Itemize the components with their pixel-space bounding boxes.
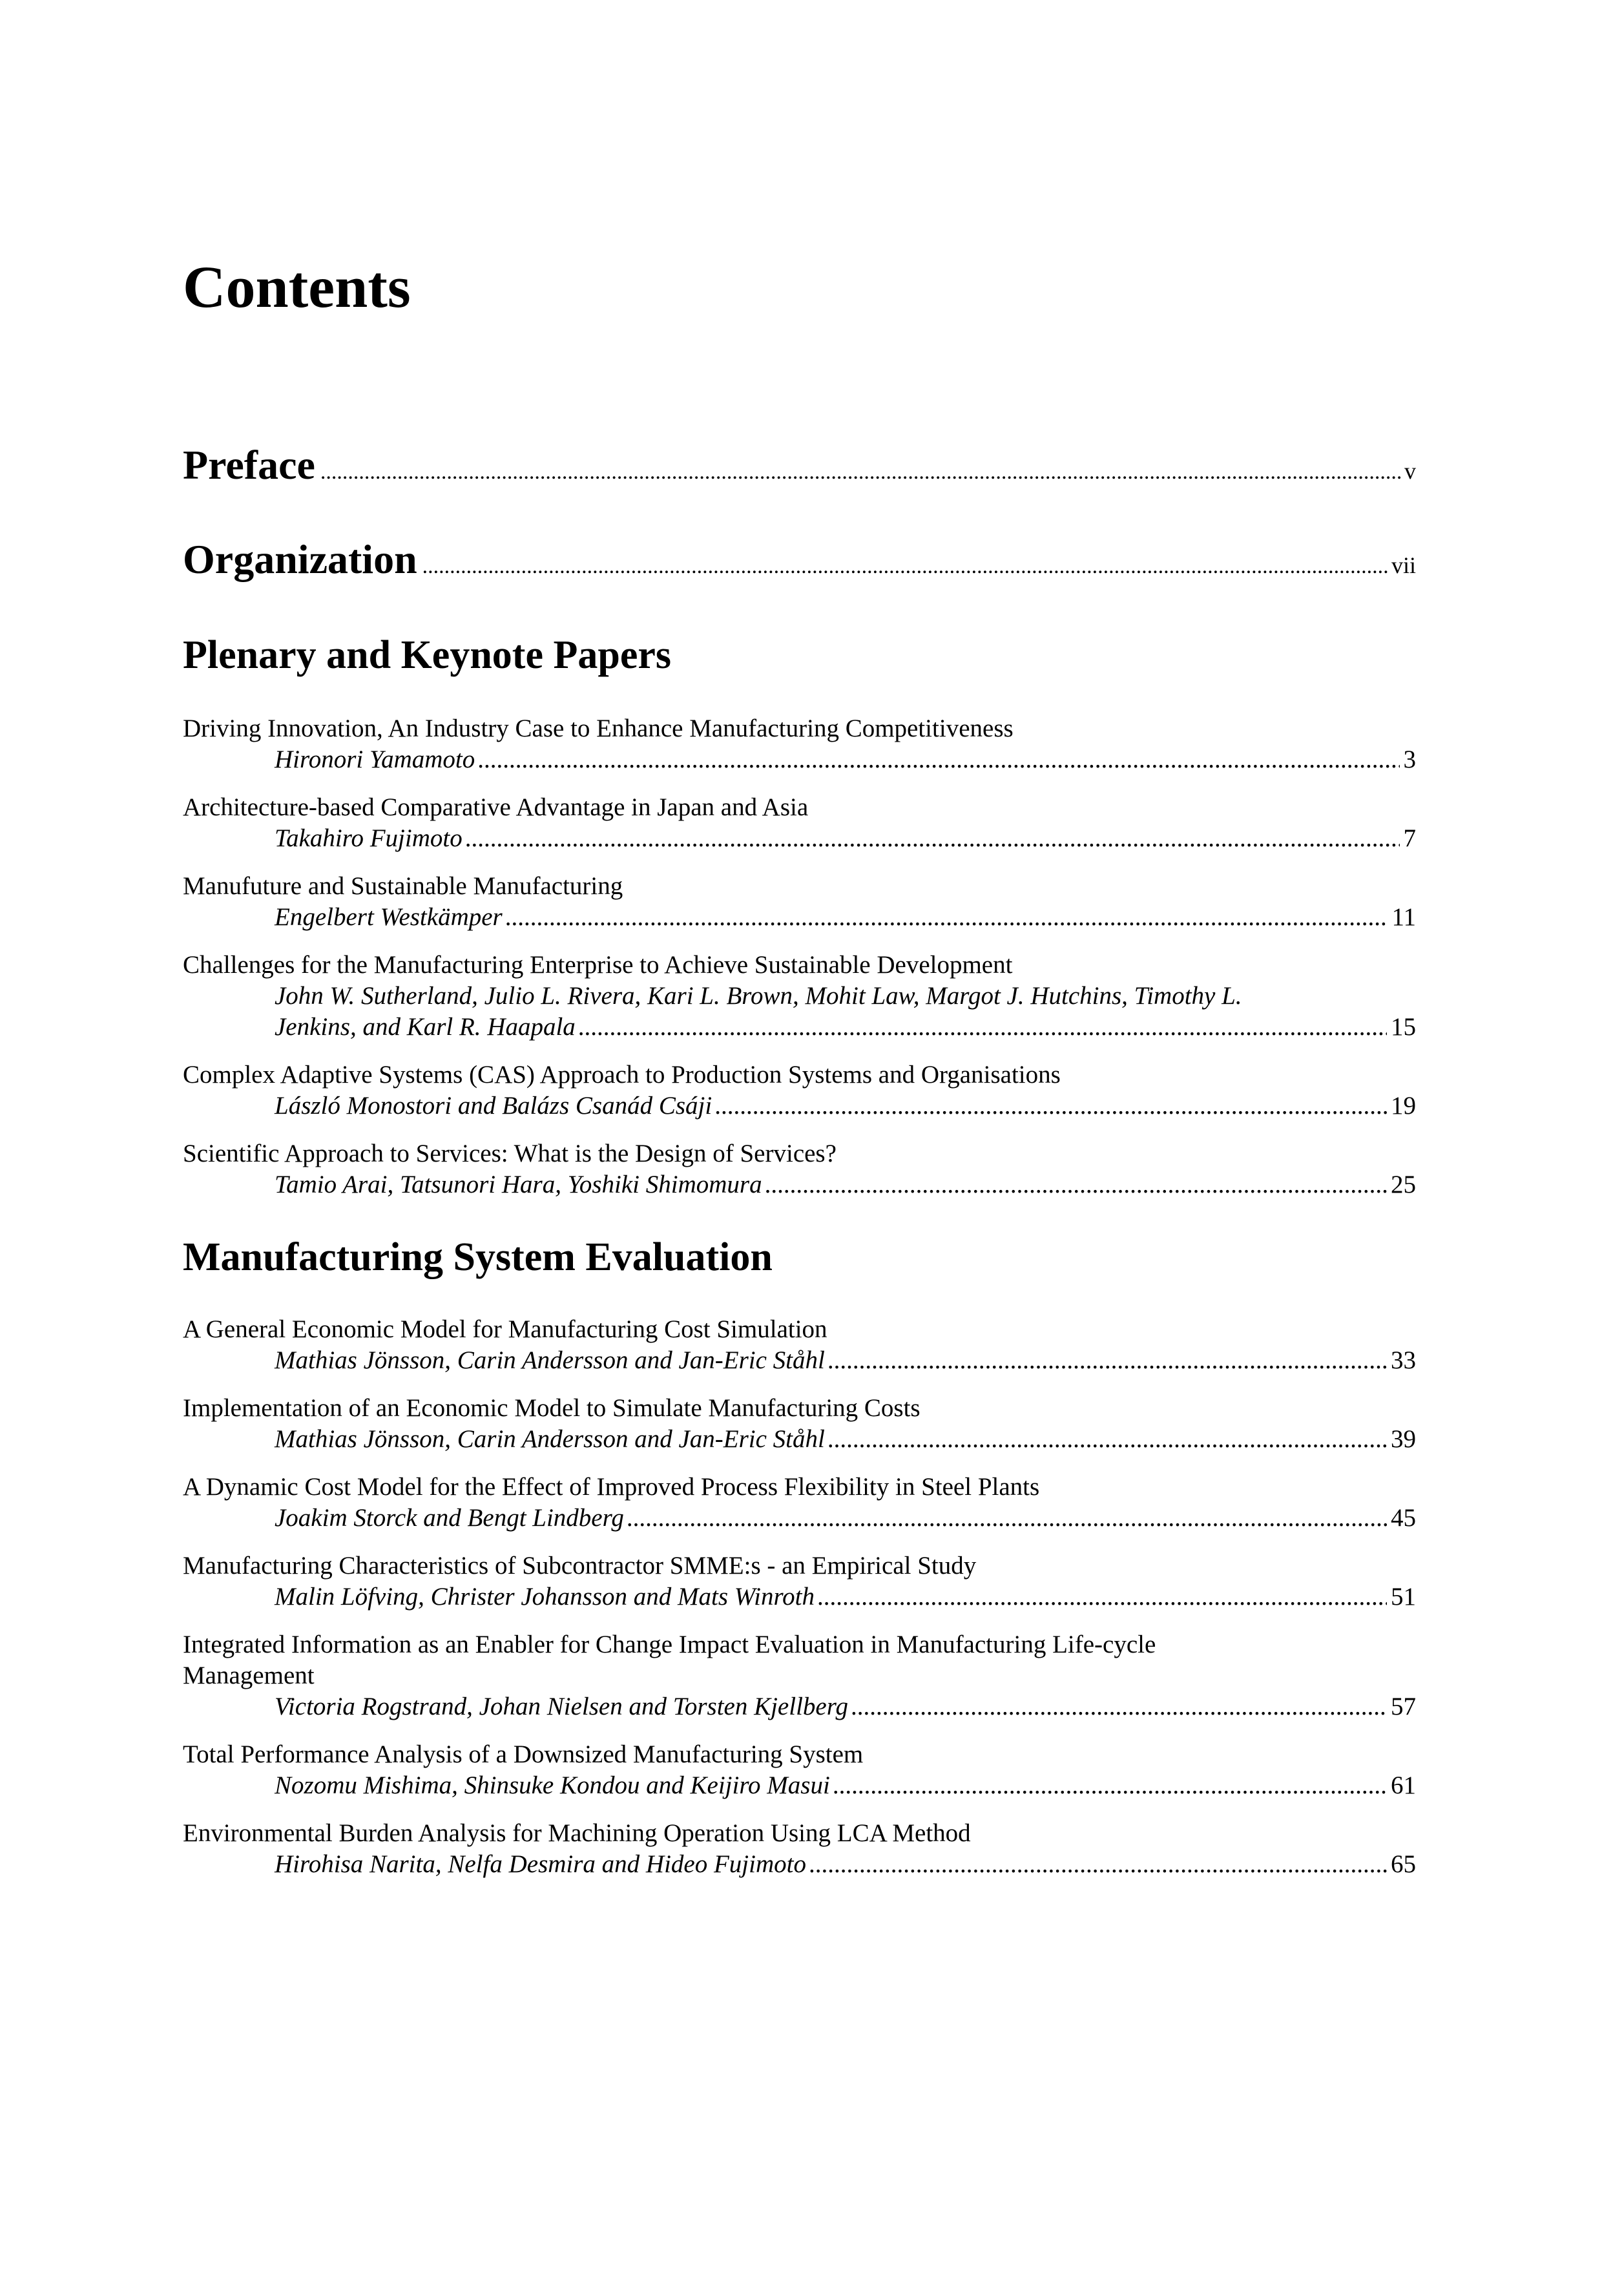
toc-entry[interactable] xyxy=(183,1739,1416,1801)
page-number: 3 xyxy=(1403,746,1416,773)
page-number: v xyxy=(1404,458,1416,484)
dot-leader xyxy=(627,1503,1387,1534)
page-number: 51 xyxy=(1391,1583,1416,1611)
dot-leader xyxy=(851,1691,1387,1722)
entry-authors: Victoria Rogstrand, Johan Nielsen and Torsten Kjellberg xyxy=(275,1693,848,1720)
dot-leader xyxy=(477,744,1399,775)
dot-leader xyxy=(827,1424,1387,1455)
section-heading: Manufacturing System Evaluation xyxy=(183,1235,773,1279)
dot-leader xyxy=(817,1581,1387,1612)
entry-title-line1: Integrated Information as an Enabler for Change Impact Evaluation in Manufacturing Life-cycle xyxy=(183,1631,1156,1658)
dot-leader xyxy=(765,1169,1387,1200)
page-title: Contents xyxy=(183,254,411,320)
toc-entry[interactable] xyxy=(183,1314,1416,1376)
toc-entry-preface[interactable] xyxy=(183,444,1416,486)
dot-leader xyxy=(465,823,1400,854)
entry-authors: Hirohisa Narita, Nelfa Desmira and Hideo Fujimoto xyxy=(275,1850,806,1878)
page-number: 19 xyxy=(1391,1092,1416,1120)
toc-entry[interactable] xyxy=(183,792,1416,854)
toc-entry-organization[interactable] xyxy=(183,536,1416,582)
toc-entry[interactable] xyxy=(183,1138,1416,1200)
entry-authors: Malin Löfving, Christer Johansson and Mats Winroth xyxy=(275,1583,815,1611)
toc-entry[interactable] xyxy=(183,1550,1416,1612)
entry-authors: Jenkins, and Karl R. Haapala xyxy=(275,1013,576,1041)
dot-leader xyxy=(833,1770,1387,1801)
page-number: 7 xyxy=(1403,824,1416,852)
section-heading: Plenary and Keynote Papers xyxy=(183,633,671,677)
toc-entry[interactable] xyxy=(183,1818,1416,1880)
dot-leader xyxy=(422,556,1388,578)
entry-authors: Mathias Jönsson, Carin Andersson and Jan-Eric Ståhl xyxy=(275,1425,825,1453)
entry-title-line2: Management xyxy=(183,1662,315,1689)
entry-title: Total Performance Analysis of a Downsized Manufacturing System xyxy=(183,1740,864,1768)
toc-entry[interactable] xyxy=(183,1629,1416,1722)
entry-title: Challenges for the Manufacturing Enterprise to Achieve Sustainable Development xyxy=(183,951,1013,979)
page-number: 11 xyxy=(1391,903,1416,931)
entry-title: Complex Adaptive Systems (CAS) Approach to Production Systems and Organisations xyxy=(183,1061,1061,1089)
toc-entry[interactable] xyxy=(183,1472,1416,1534)
dot-leader xyxy=(320,461,1400,483)
entry-title: Organization xyxy=(183,536,417,582)
entry-authors: Nozomu Mishima, Shinsuke Kondou and Keijiro Masui xyxy=(275,1771,830,1799)
entry-authors: Mathias Jönsson, Carin Andersson and Jan-Eric Ståhl xyxy=(275,1346,825,1374)
dot-leader xyxy=(714,1091,1387,1122)
entry-authors-line1: John W. Sutherland, Julio L. Rivera, Kari L. Brown, Mohit Law, Margot J. Hutchins, Timothy L. xyxy=(275,982,1242,1010)
entry-title: Manufuture and Sustainable Manufacturing xyxy=(183,872,623,900)
dot-leader xyxy=(578,1012,1387,1043)
entry-authors: László Monostori and Balázs Csanád Csáji xyxy=(275,1092,713,1120)
entry-authors: Takahiro Fujimoto xyxy=(275,824,463,852)
page-number: 33 xyxy=(1391,1346,1416,1374)
page-number: vii xyxy=(1391,552,1416,578)
entry-title: Environmental Burden Analysis for Machining Operation Using LCA Method xyxy=(183,1819,971,1847)
dot-leader xyxy=(827,1345,1387,1376)
page-number: 65 xyxy=(1391,1850,1416,1878)
page-number: 61 xyxy=(1391,1771,1416,1799)
page-number: 25 xyxy=(1391,1171,1416,1198)
toc-page xyxy=(183,0,1416,2296)
toc-entry[interactable] xyxy=(183,1393,1416,1455)
entry-title: Scientific Approach to Services: What is the Design of Services? xyxy=(183,1140,837,1167)
entry-title: Manufacturing Characteristics of Subcontractor SMME:s - an Empirical Study xyxy=(183,1552,977,1580)
dot-leader xyxy=(505,902,1388,933)
toc-entry[interactable] xyxy=(183,1059,1416,1122)
entry-title: Preface xyxy=(183,442,315,488)
page-number: 15 xyxy=(1391,1013,1416,1041)
page-number: 45 xyxy=(1391,1504,1416,1532)
page-number: 39 xyxy=(1391,1425,1416,1453)
toc-entry[interactable] xyxy=(183,950,1416,1043)
entry-authors: Joakim Storck and Bengt Lindberg xyxy=(275,1504,624,1532)
entry-title: Architecture-based Comparative Advantage in Japan and Asia xyxy=(183,793,809,821)
entry-title: Implementation of an Economic Model to Simulate Manufacturing Costs xyxy=(183,1394,921,1422)
entry-authors: Hironori Yamamoto xyxy=(275,746,475,773)
toc-entry[interactable] xyxy=(183,871,1416,933)
page-number: 57 xyxy=(1391,1693,1416,1720)
entry-title: Driving Innovation, An Industry Case to Enhance Manufacturing Competitiveness xyxy=(183,715,1014,742)
entry-title: A General Economic Model for Manufacturing Cost Simulation xyxy=(183,1315,827,1343)
entry-authors: Engelbert Westkämper xyxy=(275,903,503,931)
toc-entry[interactable] xyxy=(183,713,1416,775)
entry-authors: Tamio Arai, Tatsunori Hara, Yoshiki Shimomura xyxy=(275,1171,762,1198)
dot-leader xyxy=(809,1849,1387,1880)
entry-title: A Dynamic Cost Model for the Effect of Improved Process Flexibility in Steel Plants xyxy=(183,1473,1040,1501)
